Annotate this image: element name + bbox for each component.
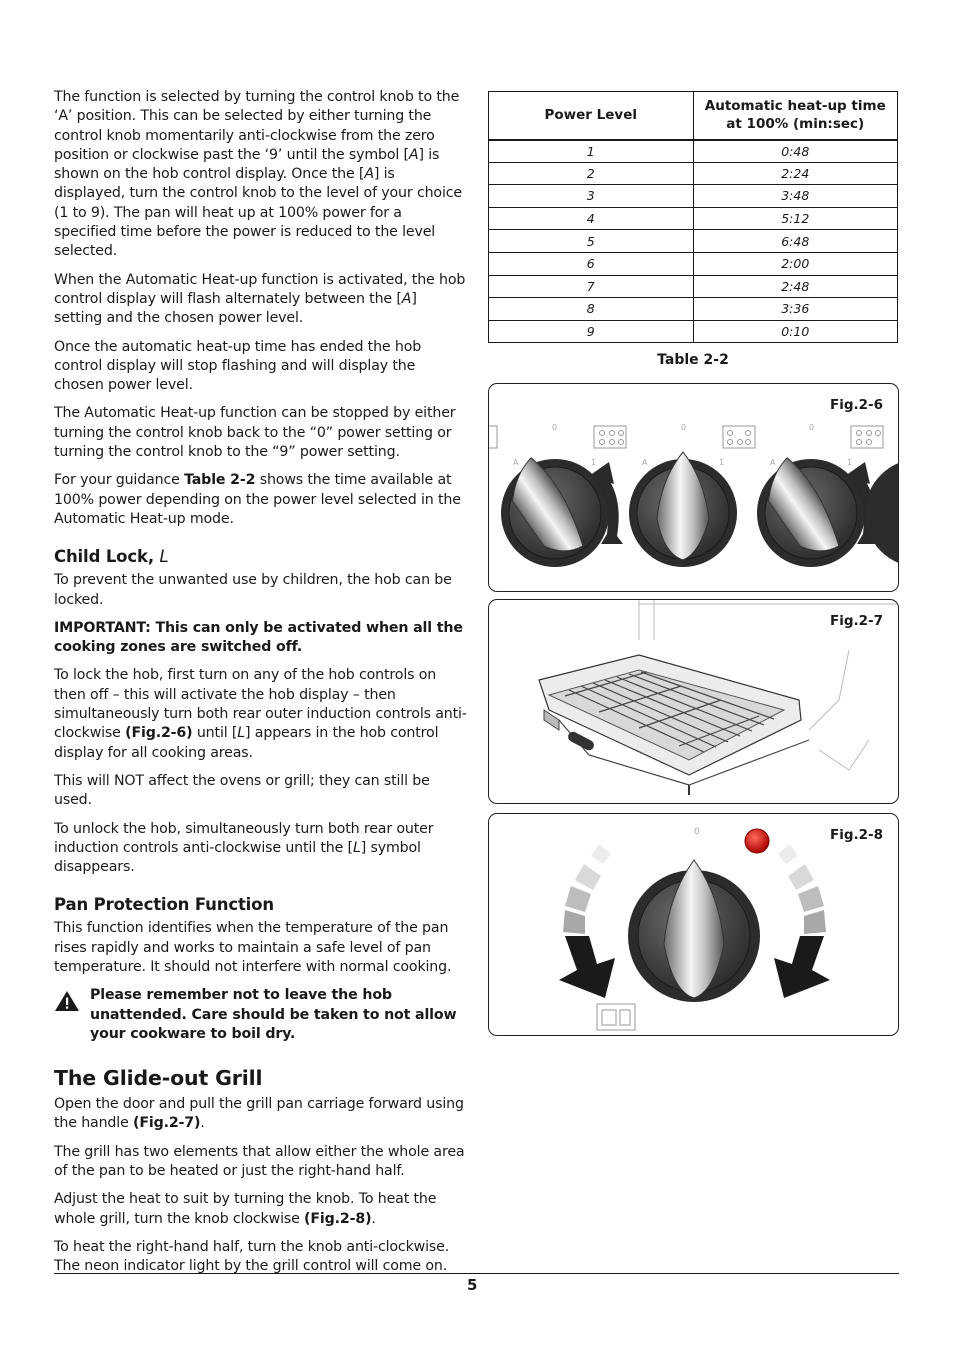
paragraph: To heat the right-hand half, turn the knob anti-clockwise. The neon indicator light by the grill control will come on. (54, 1238, 450, 1275)
heat-up-table (488, 91, 898, 343)
grill-knob-illustration (489, 814, 899, 1036)
paragraph: The function is selected by turning the control knob to the ‘A’ position. This can be selected by either turning the control knob momentarily anti-clockwise from the zero position or clockwise past the ‘9’ until the symbol [A] is shown on the hob control display. Once the [A] is displayed, turn the control knob to the level of your choice (1 to 9). The pan will heat up at 100% power for a specified time before the power is reduced to the level selected. (54, 89, 462, 260)
paragraph: When the Automatic Heat-up function is activated, the hob control display will flash alternately between the [A] setting and the chosen power level. (54, 271, 466, 327)
svg-text:1: 1 (719, 458, 725, 467)
figure-label: Fig.2-7 (829, 613, 883, 629)
page-number: 5 (467, 1276, 478, 1294)
figure-2-6 (488, 383, 899, 592)
table-row (489, 185, 898, 208)
table-caption: Table 2-2 (657, 352, 729, 368)
table-row (489, 320, 898, 343)
table-cell: 5:12 (693, 207, 898, 230)
table-cell: 2:48 (693, 275, 898, 298)
table-row (489, 207, 898, 230)
figure-label: Fig.2-8 (829, 827, 883, 843)
paragraph: To unlock the hob, simultaneously turn both rear outer induction controls anti-clockwise until the [L] symbol disappears. (54, 820, 434, 876)
svg-text:1: 1 (591, 458, 597, 467)
paragraph: This function identifies when the temperature of the pan rises rapidly and works to maintain a safe level of pan temperature. It should not interfere with normal cooking. (54, 920, 452, 975)
table-row (489, 162, 898, 185)
table-cell: 6:48 (693, 230, 898, 253)
warning-icon (54, 986, 80, 1044)
svg-text:0: 0 (552, 423, 558, 432)
column-header: Automatic heat-up time at 100% (min:sec) (693, 92, 898, 140)
footer-rule (54, 1273, 899, 1274)
paragraph: Once the automatic heat-up time has ended the hob control display will stop flashing and will display the chosen power level. (54, 338, 422, 394)
svg-text:A: A (642, 458, 648, 467)
table-cell: 3:36 (693, 298, 898, 321)
svg-text:A: A (513, 458, 519, 467)
warning-block (54, 986, 468, 1044)
table-cell: 2 (489, 162, 694, 185)
svg-text:0: 0 (809, 423, 815, 432)
paragraph: This will NOT affect the ovens or grill; they can still be used. (54, 772, 430, 809)
table-row (489, 140, 898, 163)
table-row (489, 275, 898, 298)
grill-icon (597, 1004, 635, 1030)
paragraph: The Automatic Heat-up function can be stopped by either turning the control knob back to the “0” power setting or turning the control knob to the “9” power setting. (54, 405, 456, 461)
table-cell: 7 (489, 275, 694, 298)
table-cell: 3 (489, 185, 694, 208)
svg-text:1: 1 (847, 458, 853, 467)
important-note: IMPORTANT: This can only be activated when all the cooking zones are switched off. (54, 619, 463, 656)
indicator-light-icon (745, 829, 769, 853)
figure-2-7 (488, 599, 899, 804)
heading-glide-out-grill: The Glide-out Grill (54, 1066, 263, 1091)
paragraph: For your guidance Table 2-2 shows the time available at 100% power depending on the power level selected in the Automatic Heat-up mode. (54, 472, 461, 527)
svg-text:0: 0 (694, 827, 700, 837)
table-cell: 8 (489, 298, 694, 321)
figure-label: Fig.2-6 (829, 397, 883, 413)
figure-2-8 (488, 813, 899, 1036)
paragraph: The grill has two elements that allow either the whole area of the pan to be heated or just the right-hand half. (54, 1143, 465, 1180)
table-cell: 0:10 (693, 320, 898, 343)
table-cell: 2:24 (693, 162, 898, 185)
svg-text:0: 0 (681, 423, 687, 432)
table-header-row (489, 92, 898, 140)
table-cell: 6 (489, 252, 694, 275)
grill-pan-illustration (489, 600, 899, 804)
column-header: Power Level (489, 92, 694, 140)
heading-child-lock: Child Lock, L (54, 547, 169, 567)
table-cell: 3:48 (693, 185, 898, 208)
table-cell: 1 (489, 140, 694, 163)
paragraph: To prevent the unwanted use by children, the hob can be locked. (54, 572, 452, 608)
heading-pan-protection: Pan Protection Function (54, 895, 274, 915)
paragraph: Open the door and pull the grill pan carriage forward using the handle (Fig.2-7). (54, 1096, 464, 1132)
svg-text:A: A (770, 458, 776, 467)
warning-text: Please remember not to leave the hob unattended. Care should be taken to not allow your cookware to boil dry. (90, 987, 457, 1042)
paragraph: To lock the hob, first turn on any of the hob controls on then off – this will activate the hob display – then simultaneously turn both rear outer induction controls anti-clockwise (Fig.2-6) until [L] appears in the hob control display for all cooking areas. (54, 667, 467, 761)
table-cell: 5 (489, 230, 694, 253)
paragraph: Adjust the heat to suit by turning the knob. To heat the whole grill, turn the knob clockwise (Fig.2-8). (54, 1191, 437, 1227)
table-cell: 2:00 (693, 252, 898, 275)
table-cell: 4 (489, 207, 694, 230)
table-row (489, 298, 898, 321)
hob-knobs-illustration (489, 384, 899, 592)
table-row (489, 230, 898, 253)
table-cell: 0:48 (693, 140, 898, 163)
table-row (489, 252, 898, 275)
text-column (54, 88, 468, 1286)
table-cell: 9 (489, 320, 694, 343)
